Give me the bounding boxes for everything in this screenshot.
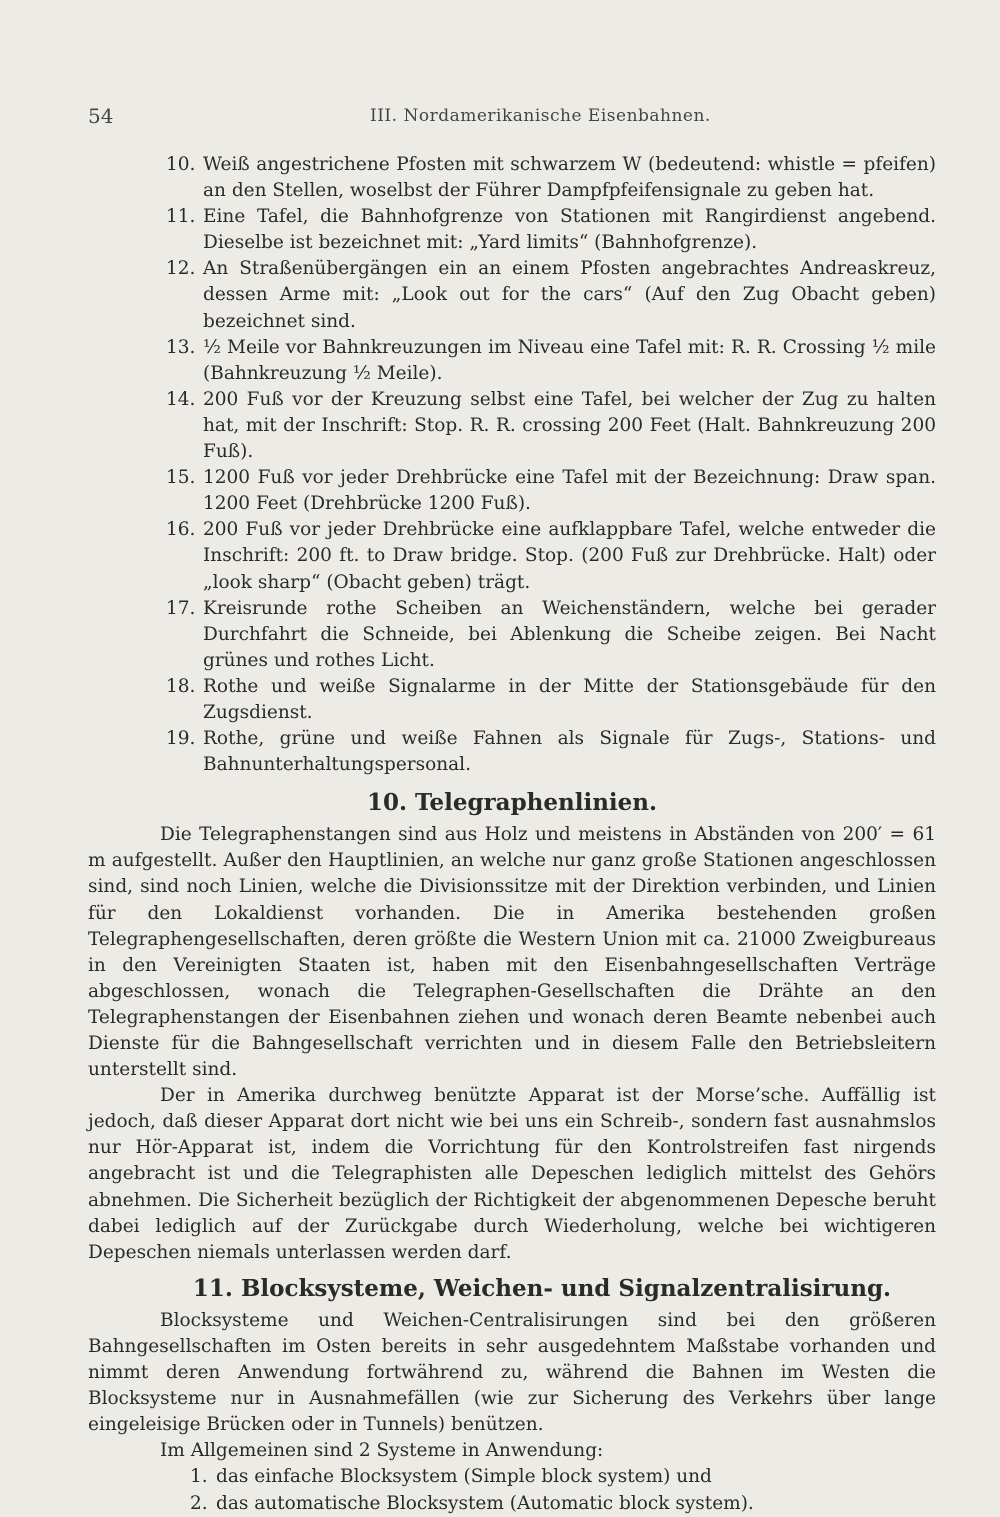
item-number: 19. bbox=[166, 728, 196, 750]
paragraph: Der in Amerika durchweg benützte Apparat ist der Morse’sche. Auffällig ist jedoch, daß dieser Apparat dort nicht wie bei uns ein Schreib-, sondern fast ausnahmslos nur Hör-Apparat ist, indem die Vorrichtung für den Kontrolstreifen fast nirgends angebracht ist und die Telegraphisten alle Depeschen lediglich mittelst des Gehörs abnehmen. Die Sicherheit bezüglich der Richtigkeit der abgenommenen Depesche beruht dabei lediglich auf der Zurückgabe durch Wiederholung, welche bei wichtigeren Depeschen niemals unterlassen werden darf. bbox=[88, 1085, 936, 1263]
list-item bbox=[88, 152, 936, 204]
item-text: 1200 Fuß vor jeder Drehbrücke eine Tafel mit der Bezeichnung: Draw span. 1200 Feet (Drehbrücke 1200 Fuß). bbox=[203, 467, 936, 515]
list-item bbox=[88, 256, 936, 334]
section-heading-block-systems: 11. Blocksysteme, Weichen- und Signalzentralisirung. bbox=[192, 1274, 892, 1302]
item-text: 200 Fuß vor jeder Drehbrücke eine aufklappbare Tafel, welche entweder die Inschrift: 200 ft. to Draw bridge. Stop. (200 Fuß zur Drehbrücke. Halt) oder „look sharp“ (Obacht geben) trägt. bbox=[203, 519, 936, 593]
running-title: III. Nordamerikanische Eisenbahnen. bbox=[370, 106, 711, 126]
list-item bbox=[88, 387, 936, 465]
page-body bbox=[88, 152, 936, 1517]
list-item bbox=[88, 465, 936, 517]
item-text: Weiß angestrichene Pfosten mit schwarzem W (bedeutend: whistle = pfeifen) an den Stellen, woselbst der Führer Dampfpfeifensignale zu geben hat. bbox=[203, 154, 936, 202]
item-number: 11. bbox=[166, 206, 196, 228]
list-item bbox=[88, 1464, 936, 1490]
list-item bbox=[88, 674, 936, 726]
section-heading-telegraph: 10. Telegraphenlinien. bbox=[366, 789, 658, 817]
item-number: 1. bbox=[190, 1466, 208, 1488]
list-item bbox=[88, 204, 936, 256]
item-text: An Straßenübergängen ein an einem Pfosten angebrachtes Andreaskreuz, dessen Arme mit: „Look out for the cars“ (Auf den Zug Obacht geben) bezeichnet sind. bbox=[203, 258, 936, 332]
block-system-list bbox=[88, 1464, 936, 1516]
list-item bbox=[88, 335, 936, 387]
list-item bbox=[88, 596, 936, 674]
list-item bbox=[88, 517, 936, 595]
item-number: 16. bbox=[166, 519, 196, 541]
item-text: das automatische Blocksystem (Automatic block system). bbox=[216, 1492, 754, 1514]
item-number: 12. bbox=[166, 258, 196, 280]
item-number: 2. bbox=[190, 1492, 208, 1514]
item-number: 15. bbox=[166, 467, 196, 489]
item-number: 18. bbox=[166, 675, 196, 697]
list-item bbox=[88, 726, 936, 778]
item-text: Rothe, grüne und weiße Fahnen als Signale für Zugs-, Stations- und Bahnunterhaltungspersonal. bbox=[203, 728, 936, 776]
item-number: 14. bbox=[166, 388, 196, 410]
item-number: 10. bbox=[166, 154, 196, 175]
paragraph: Die Telegraphenstangen sind aus Holz und meistens in Abständen von 200′ = 61 m aufgestellt. Außer den Hauptlinien, an welche nur ganz große Stationen angeschlossen sind, sind noch Linien, welche die Divisionssitze mit der Direktion verbinden, und Linien für den Lokaldienst vorhanden. Die in Amerika bestehenden großen Telegraphengesellschaften, deren größte die Western Union mit ca. 21000 Zweigbureaus in den Vereinigten Staaten ist, haben mit den Eisenbahngesellschaften Verträge abgeschlossen, wonach die Telegraphen-Gesellschaften die Drähte an den Telegraphenstangen der Eisenbahnen ziehen und wonach deren Beamte nebenbei auch Dienste für die Bahngesellschaft verrichten und in diesem Falle den Betriebsleitern unterstellt sind. bbox=[88, 824, 936, 1081]
item-number: 13. bbox=[166, 336, 196, 358]
item-text: ½ Meile vor Bahnkreuzungen im Niveau eine Tafel mit: R. R. Crossing ½ mile (Bahnkreuzung ½ Meile). bbox=[203, 336, 936, 384]
item-text: 200 Fuß vor der Kreuzung selbst eine Tafel, bei welcher der Zug zu halten hat, mit der Inschrift: Stop. R. R. crossing 200 Feet (Halt. Bahnkreuzung 200 Fuß). bbox=[203, 388, 936, 463]
paragraph: Im Allgemeinen sind 2 Systeme in Anwendung: bbox=[160, 1440, 604, 1462]
paragraph: Blocksysteme und Weichen-Centralisirungen sind bei den größeren Bahngesellschaften im Osten bereits in sehr ausgedehntem Maßstabe vorhanden und nimmt deren Anwendung fortwährend zu, während die Bahnen im Westen die Blocksysteme nur in Ausnahmefällen (wie zur Sicherung des Verkehrs über lange eingeleisige Brücken oder in Tunnels) benützen. bbox=[88, 1309, 936, 1436]
item-number: 17. bbox=[166, 597, 196, 619]
item-text: Kreisrunde rothe Scheiben an Weichenständern, welche bei gerader Durchfahrt die Schneide, bei Ablenkung die Scheibe zeigen. Bei Nacht grünes und rothes Licht. bbox=[203, 597, 936, 671]
page-number: 54 bbox=[88, 104, 114, 128]
item-text: Eine Tafel, die Bahnhofgrenze von Stationen mit Rangirdienst angebend. Dieselbe ist bezeichnet mit: „Yard limits“ (Bahnhofgrenze). bbox=[203, 206, 936, 254]
signal-list bbox=[88, 152, 936, 778]
item-text: Rothe und weiße Signalarme in der Mitte der Stationsgebäude für den Zugsdienst. bbox=[203, 675, 936, 723]
list-item bbox=[88, 1491, 936, 1517]
item-text: das einfache Blocksystem (Simple block system) und bbox=[216, 1466, 712, 1488]
